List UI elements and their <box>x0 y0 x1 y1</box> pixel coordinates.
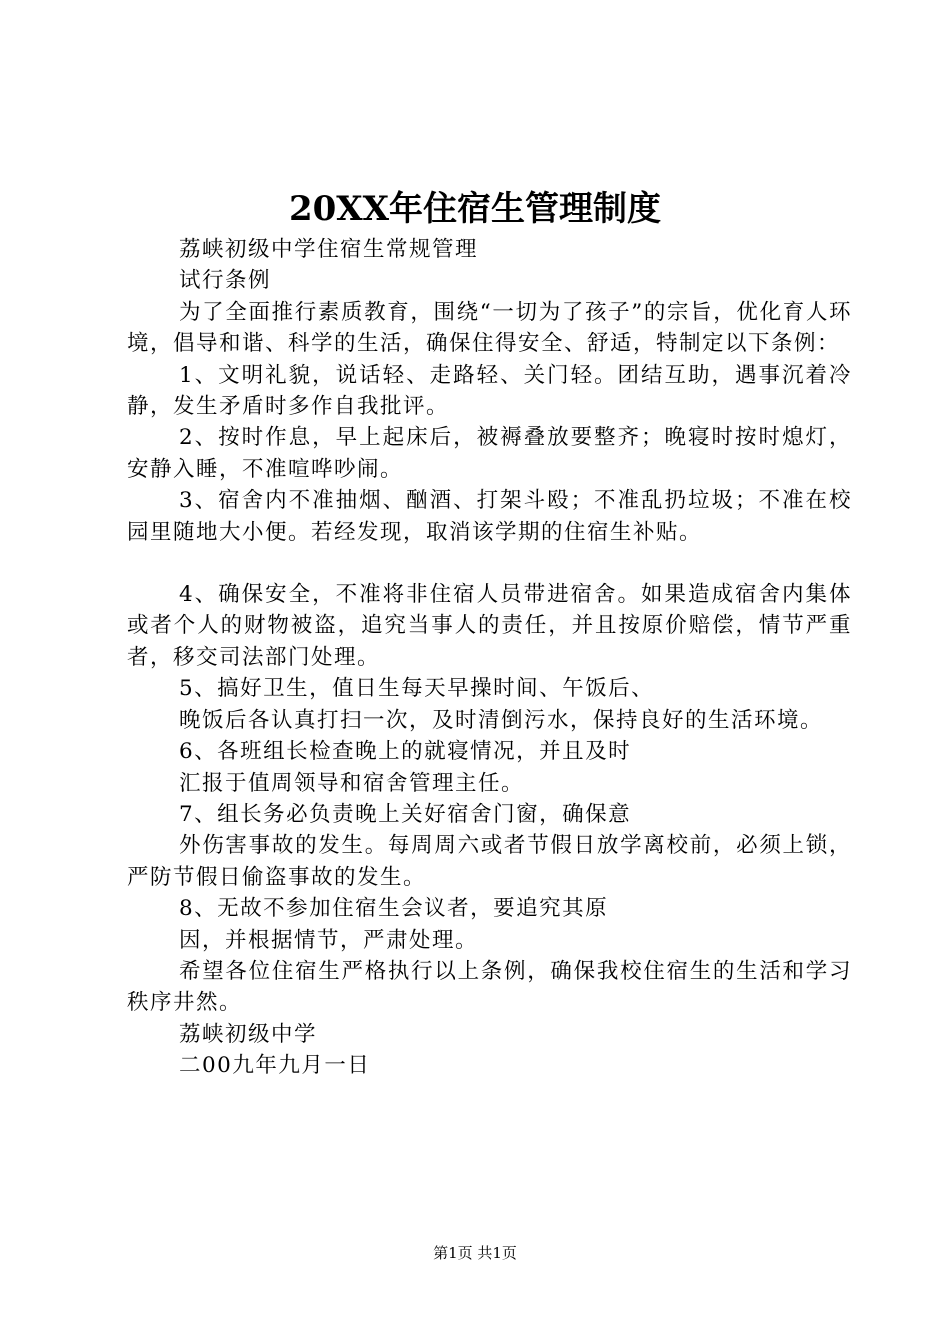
rule-7-line-1: 7、组长务必负责晚上关好宿舍门窗，确保意 <box>179 801 632 827</box>
rule-3: 3、宿舍内不准抽烟、酗酒、打架斗殴；不准乱扔垃圾；不准在校园里随地大小便。若经发现，取消该学期的住宿生补贴。 <box>127 488 852 545</box>
rule-7-line-2: 外伤害事故的发生。每周周六或者节假日放学离校前，必须上锁，严防节假日偷盗事故的发生。 <box>127 833 852 890</box>
rule-2: 2、按时作息，早上起床后，被褥叠放要整齐；晚寝时按时熄灯，安静入睡，不准喧哗吵闹。 <box>127 425 852 482</box>
rule-5-line-1: 5、搞好卫生，值日生每天早操时间、午饭后、 <box>179 676 655 702</box>
rule-8-line-1: 8、无故不参加住宿生会议者，要追究其原 <box>179 896 609 922</box>
signature-date: 二00九年九月一日 <box>179 1053 371 1079</box>
page-number-footer: 第1页 共1页 <box>433 1244 517 1262</box>
rule-5-line-2: 晚饭后各认真打扫一次，及时清倒污水，保持良好的生活环境。 <box>179 707 824 733</box>
rule-6-line-1: 6、各班组长检查晚上的就寝情况，并且及时 <box>179 739 632 765</box>
rule-8-line-2: 因，并根据情节，严肃处理。 <box>179 927 479 953</box>
rule-4: 4、确保安全，不准将非住宿人员带进宿舍。如果造成宿舍内集体或者个人的财物被盗，追究当事人的责任，并且按原价赔偿，情节严重者，移交司法部门处理。 <box>127 582 852 670</box>
closing-paragraph: 希望各位住宿生严格执行以上条例，确保我校住宿生的生活和学习秩序井然。 <box>127 958 852 1016</box>
paragraph-gap <box>127 548 852 579</box>
preamble-paragraph: 为了全面推行素质教育，围绕“一切为了孩子”的宗旨，优化育人环境，倡导和谐、科学的生活，确保住得安全、舒适，特制定以下条例： <box>127 299 852 357</box>
signature-school: 荔峡初级中学 <box>179 1021 318 1047</box>
school-name-heading: 荔峡初级中学住宿生常规管理 <box>179 237 479 262</box>
rule-6-line-2: 汇报于值周领导和宿舍管理主任。 <box>179 770 525 796</box>
document-body <box>127 234 852 1082</box>
rule-1: 1、文明礼貌，说话轻、走路轻、关门轻。团结互助，遇事沉着冷静，发生矛盾时多作自我批评。 <box>127 362 852 420</box>
regulation-subtitle: 试行条例 <box>179 268 272 294</box>
document-title: 20XX年住宿生管理制度 <box>288 189 662 229</box>
